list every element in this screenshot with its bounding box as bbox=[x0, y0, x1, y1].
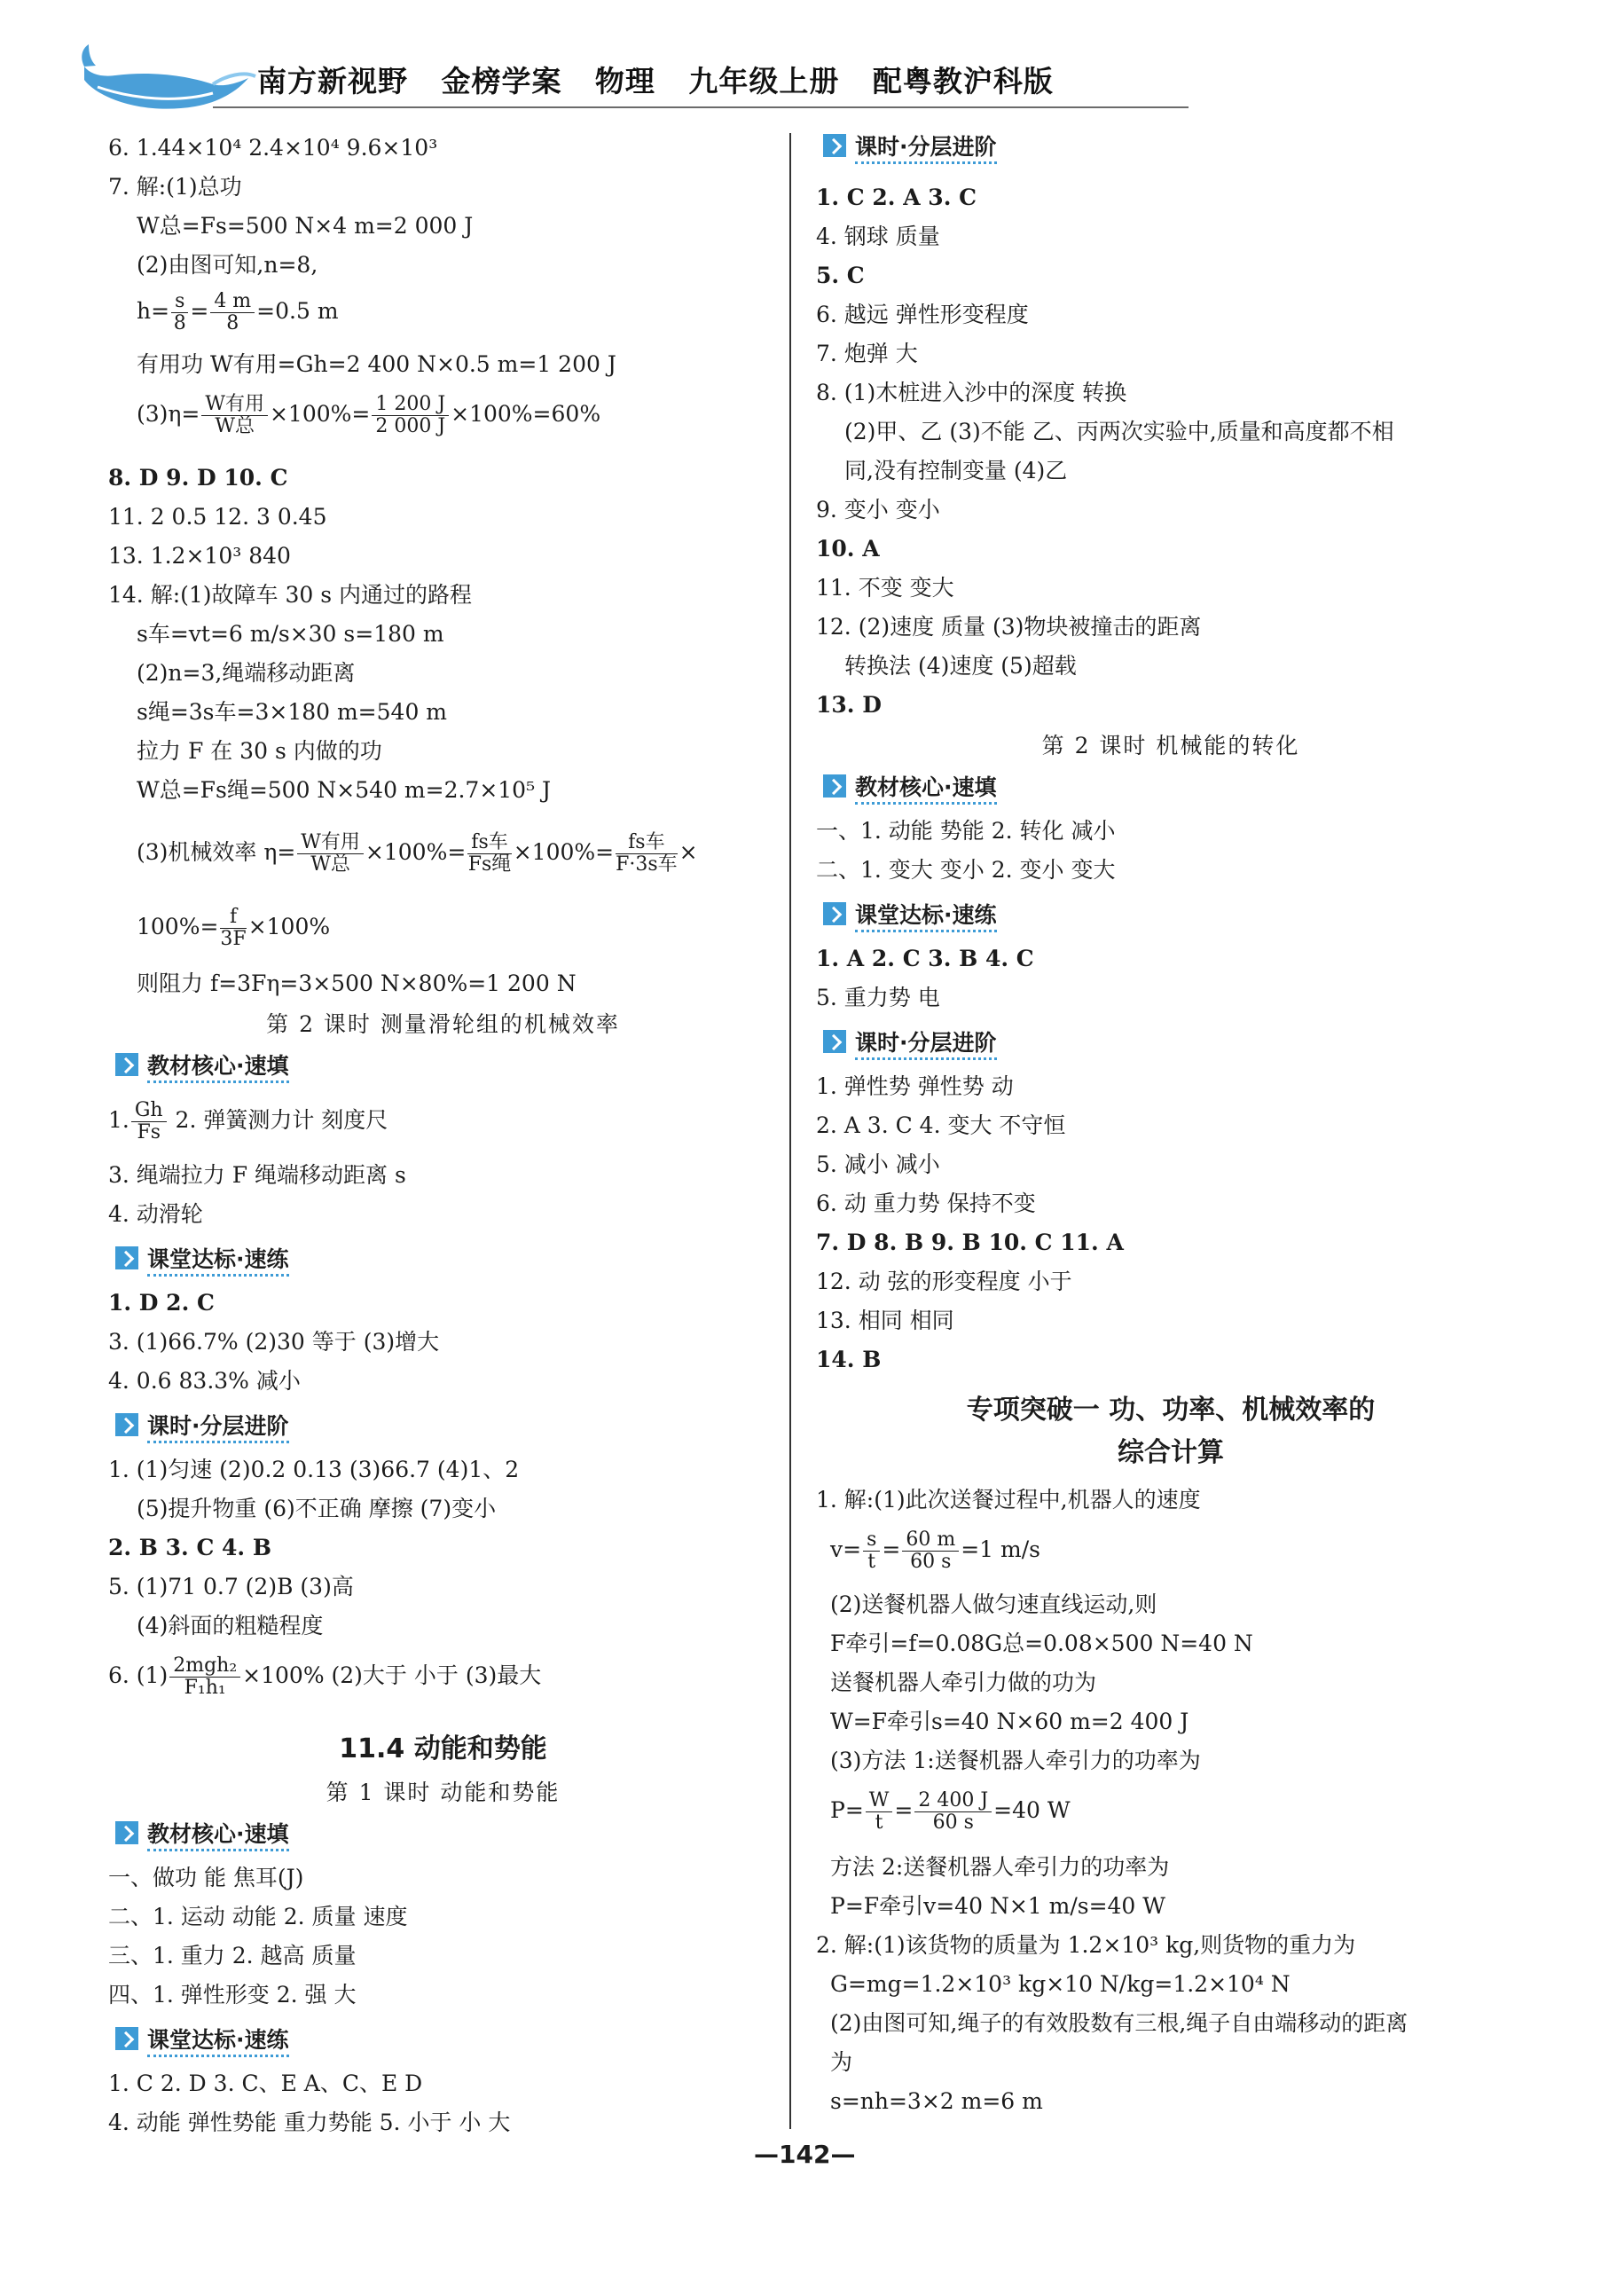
formula-text: 1. bbox=[108, 1107, 129, 1133]
answer-line: 7. 解:(1)总功 bbox=[108, 174, 242, 200]
formula-text: ×100%=60% bbox=[451, 401, 601, 427]
answer-line: 1. (1)匀速 (2)0.2 0.13 (3)66.7 (4)1、2 bbox=[108, 1457, 520, 1482]
formula-text: =0.5 m bbox=[256, 298, 339, 324]
answer-line: 3. 绳端拉力 F 绳端移动距离 s bbox=[108, 1162, 406, 1188]
answer-line: 三、1. 重力 2. 越高 质量 bbox=[108, 1943, 357, 1968]
section-label: 教材核心·速填 bbox=[147, 1053, 289, 1083]
section-label: 教材核心·速填 bbox=[147, 1821, 289, 1851]
answer-line: 13. D bbox=[816, 692, 882, 718]
denominator: W总 bbox=[310, 853, 350, 876]
answer-line: 二、1. 变大 变小 2. 变小 变大 bbox=[816, 857, 1116, 883]
answer-line: P=F牵引v=40 N×1 m/s=40 W bbox=[830, 1893, 1165, 1919]
answer-line: (2)n=3,绳端移动距离 bbox=[137, 660, 356, 686]
fraction bbox=[210, 291, 255, 334]
answer-line: 送餐机器人牵引力做的功为 bbox=[830, 1670, 1097, 1695]
answer-line: (2)由图可知,n=8, bbox=[137, 252, 318, 278]
formula-text: ×100%= bbox=[513, 839, 615, 865]
answer-line: F牵引=f=0.08G总=0.08×500 N=40 N bbox=[830, 1631, 1253, 1656]
answer-line: 9. 变小 变小 bbox=[816, 497, 940, 523]
answer-line: 4. 钢球 质量 bbox=[816, 224, 940, 249]
answer-line: 二、1. 运动 动能 2. 质量 速度 bbox=[108, 1904, 408, 1929]
answer-line: G=mg=1.2×10³ kg×10 N/kg=1.2×10⁴ N bbox=[830, 1971, 1291, 1997]
numerator: f bbox=[220, 907, 246, 929]
section-heading bbox=[823, 131, 997, 165]
answer-line: 5. 减小 减小 bbox=[816, 1151, 940, 1177]
denominator: 60 s bbox=[932, 1811, 974, 1834]
numerator: W有用 bbox=[297, 832, 364, 854]
answer-line: 14. B bbox=[816, 1347, 882, 1372]
formula-text: = bbox=[882, 1536, 901, 1562]
answer-line: 一、1. 动能 势能 2. 转化 减小 bbox=[816, 818, 1116, 844]
formula-line bbox=[830, 1529, 1040, 1573]
answer-line: 13. 相同 相同 bbox=[816, 1308, 954, 1333]
formula-line bbox=[137, 907, 330, 950]
arrow-box-icon bbox=[115, 1413, 138, 1436]
answer-line: (2)送餐机器人做匀速直线运动,则 bbox=[830, 1591, 1157, 1617]
section-label: 课时·分层进阶 bbox=[855, 1030, 997, 1060]
fraction bbox=[914, 1790, 992, 1834]
denominator: t bbox=[867, 1551, 876, 1573]
formula-text: =1 m/s bbox=[961, 1536, 1040, 1562]
section-label: 课堂达标·速练 bbox=[147, 1246, 289, 1277]
numerator: 1 200 J bbox=[372, 394, 449, 416]
header-rule bbox=[213, 106, 1189, 108]
denominator: 8 bbox=[173, 312, 186, 334]
answer-line: 4. 动滑轮 bbox=[108, 1201, 203, 1227]
answer-line: 12. (2)速度 质量 (3)物块被撞击的距离 bbox=[816, 614, 1202, 640]
section-label: 课时·分层进阶 bbox=[147, 1413, 289, 1443]
answer-line: 6. 越远 弹性形变程度 bbox=[816, 302, 1029, 327]
answer-line: 4. 动能 弹性势能 重力势能 5. 小于 小 大 bbox=[108, 2110, 511, 2135]
special-title: 综合计算 bbox=[1118, 1437, 1224, 1468]
answer-line: W总=Fs=500 N×4 m=2 000 J bbox=[137, 213, 474, 239]
arrow-box-icon bbox=[115, 1053, 138, 1076]
answer-line: 拉力 F 在 30 s 内做的功 bbox=[137, 738, 382, 764]
numerator: 2 400 J bbox=[914, 1790, 992, 1812]
lesson-title: 第 1 课时 动能和势能 bbox=[326, 1780, 561, 1805]
section-heading bbox=[115, 2024, 289, 2058]
denominator: Fs绳 bbox=[467, 853, 512, 876]
formula-text: 6. (1) bbox=[108, 1662, 169, 1688]
answer-line: 1. D 2. C bbox=[108, 1290, 215, 1316]
answer-line: s绳=3s车=3×180 m=540 m bbox=[137, 699, 448, 725]
denominator: t bbox=[875, 1811, 883, 1834]
formula-text: 100%= bbox=[137, 914, 219, 939]
whale-logo-icon bbox=[80, 44, 257, 124]
chapter-title: 11.4 动能和势能 bbox=[339, 1733, 547, 1764]
arrow-box-icon bbox=[115, 1821, 138, 1844]
answer-line: s车=vt=6 m/s×30 s=180 m bbox=[137, 621, 444, 647]
numerator: W bbox=[866, 1790, 893, 1812]
denominator: 3F bbox=[220, 928, 247, 950]
answer-line: 为 bbox=[830, 2049, 853, 2075]
answer-line: 1. C 2. D 3. C、E A、C、E D bbox=[108, 2071, 423, 2096]
answer-line: 2. A 3. C 4. 变大 不守恒 bbox=[816, 1112, 1066, 1138]
numerator: s bbox=[863, 1529, 880, 1552]
numerator: fs车 bbox=[616, 832, 678, 854]
formula-text: ×100%= bbox=[365, 839, 467, 865]
column-divider bbox=[789, 133, 791, 2129]
fraction bbox=[169, 1655, 240, 1699]
denominator: 60 s bbox=[910, 1551, 952, 1573]
section-label: 课时·分层进阶 bbox=[855, 134, 997, 164]
answer-line: 1. C 2. A 3. C bbox=[816, 185, 977, 210]
section-heading bbox=[115, 1819, 289, 1852]
fraction bbox=[131, 1100, 167, 1143]
lesson-title: 第 2 课时 机械能的转化 bbox=[1041, 733, 1300, 758]
answer-line: 14. 解:(1)故障车 30 s 内通过的路程 bbox=[108, 582, 473, 608]
formula-text: v= bbox=[830, 1536, 862, 1562]
denominator: F₁h₁ bbox=[184, 1677, 226, 1699]
formula-text: 2. 弹簧测力计 刻度尺 bbox=[168, 1107, 388, 1133]
answer-line: W总=Fs绳=500 N×540 m=2.7×10⁵ J bbox=[137, 777, 552, 803]
answer-line: 一、做功 能 焦耳(J) bbox=[108, 1865, 304, 1890]
answer-line: 8. D 9. D 10. C bbox=[108, 465, 288, 491]
numerator: W有用 bbox=[201, 394, 268, 416]
formula-text: = bbox=[894, 1797, 914, 1823]
answer-line: 11. 2 0.5 12. 3 0.45 bbox=[108, 504, 327, 530]
answer-line: 3. (1)66.7% (2)30 等于 (3)增大 bbox=[108, 1329, 440, 1355]
answer-line: 2. 解:(1)该货物的质量为 1.2×10³ kg,则货物的重力为 bbox=[816, 1932, 1356, 1958]
section-heading bbox=[823, 772, 997, 805]
fraction bbox=[902, 1529, 959, 1573]
answer-line: 11. 不变 变大 bbox=[816, 575, 954, 601]
formula-line bbox=[137, 291, 339, 334]
fraction bbox=[866, 1790, 893, 1834]
numerator: s bbox=[171, 291, 188, 313]
formula-text: = bbox=[190, 298, 209, 324]
answer-line: 6. 动 重力势 保持不变 bbox=[816, 1191, 1036, 1216]
header-title: 南方新视野 金榜学案 物理 九年级上册 配粤教沪科版 bbox=[257, 64, 1054, 98]
answer-line: 则阻力 f=3Fη=3×500 N×80%=1 200 N bbox=[137, 970, 577, 996]
formula-text: ×100% (2)大于 小于 (3)最大 bbox=[242, 1662, 542, 1688]
answer-line: 12. 动 弦的形变程度 小于 bbox=[816, 1269, 1072, 1294]
fraction bbox=[201, 394, 268, 437]
formula-text: × bbox=[679, 839, 698, 865]
section-label: 教材核心·速填 bbox=[855, 774, 997, 805]
denominator: Fs bbox=[137, 1121, 161, 1143]
answer-line: 有用功 W有用=Gh=2 400 N×0.5 m=1 200 J bbox=[137, 351, 616, 377]
answer-line: 1. 解:(1)此次送餐过程中,机器人的速度 bbox=[816, 1487, 1201, 1513]
numerator: fs车 bbox=[467, 832, 511, 854]
fraction bbox=[220, 907, 246, 950]
answer-line: s=nh=3×2 m=6 m bbox=[830, 2088, 1043, 2114]
denominator: 8 bbox=[226, 312, 239, 334]
answer-line: 7. 炮弹 大 bbox=[816, 341, 918, 366]
arrow-box-icon bbox=[823, 902, 846, 925]
formula-line bbox=[830, 1790, 1071, 1834]
answer-line: 转换法 (4)速度 (5)超载 bbox=[844, 653, 1077, 679]
answer-line: 10. A bbox=[816, 536, 880, 562]
answer-line: (4)斜面的粗糙程度 bbox=[137, 1613, 324, 1638]
page-number: —142— bbox=[754, 2140, 856, 2169]
answer-line: 2. B 3. C 4. B bbox=[108, 1535, 271, 1560]
denominator: F·3s车 bbox=[616, 853, 678, 876]
denominator: 2 000 J bbox=[375, 415, 446, 437]
numerator: 2mgh₂ bbox=[169, 1655, 240, 1678]
fraction bbox=[171, 291, 188, 334]
fraction bbox=[372, 394, 449, 437]
formula-text: (3)η= bbox=[137, 401, 200, 427]
section-label: 课堂达标·速练 bbox=[147, 2027, 289, 2057]
arrow-box-icon bbox=[115, 2027, 138, 2050]
special-title: 专项突破一 功、功率、机械效率的 bbox=[966, 1395, 1376, 1426]
fraction bbox=[863, 1529, 880, 1573]
formula-line bbox=[108, 1100, 388, 1143]
section-label: 课堂达标·速练 bbox=[855, 902, 997, 932]
answer-line: 7. D 8. B 9. B 10. C 11. A bbox=[816, 1230, 1124, 1255]
section-heading bbox=[115, 1411, 289, 1444]
answer-line: (3)方法 1:送餐机器人牵引力的功率为 bbox=[830, 1748, 1201, 1773]
answer-line: 5. C bbox=[816, 263, 865, 288]
answer-line: 5. 重力势 电 bbox=[816, 985, 940, 1010]
arrow-box-icon bbox=[823, 774, 846, 798]
fraction bbox=[616, 832, 678, 876]
formula-line bbox=[137, 394, 600, 437]
formula-text: h= bbox=[137, 298, 170, 324]
formula-text: =40 W bbox=[993, 1797, 1071, 1823]
fraction bbox=[297, 832, 364, 876]
answer-line: 6. 1.44×10⁴ 2.4×10⁴ 9.6×10³ bbox=[108, 135, 438, 161]
section-heading bbox=[823, 1027, 997, 1061]
formula-text: (3)机械效率 η= bbox=[137, 839, 296, 865]
answer-line: 方法 2:送餐机器人牵引力的功率为 bbox=[830, 1854, 1170, 1880]
answer-line: 4. 0.6 83.3% 减小 bbox=[108, 1368, 301, 1394]
answer-line: 13. 1.2×10³ 840 bbox=[108, 543, 291, 569]
fraction bbox=[467, 832, 511, 876]
formula-line bbox=[108, 1655, 541, 1699]
answer-line: (2)由图可知,绳子的有效股数有三根,绳子自由端移动的距离 bbox=[830, 2010, 1408, 2036]
answer-line: 四、1. 弹性形变 2. 强 大 bbox=[108, 1982, 357, 2008]
section-heading bbox=[823, 900, 997, 933]
formula-text: ×100%= bbox=[269, 401, 371, 427]
numerator: Gh bbox=[131, 1100, 167, 1122]
answer-line: 8. (1)木桩进入沙中的深度 转换 bbox=[816, 380, 1127, 405]
section-heading bbox=[115, 1244, 289, 1277]
formula-text: P= bbox=[830, 1797, 864, 1823]
answer-line: 同,没有控制变量 (4)乙 bbox=[844, 458, 1068, 483]
answer-line: (5)提升物重 (6)不正确 摩擦 (7)变小 bbox=[137, 1496, 497, 1521]
arrow-box-icon bbox=[823, 1030, 846, 1053]
formula-text: ×100% bbox=[247, 914, 331, 939]
numerator: 4 m bbox=[210, 291, 255, 313]
arrow-box-icon bbox=[115, 1246, 138, 1269]
denominator: W总 bbox=[215, 415, 255, 437]
numerator: 60 m bbox=[902, 1529, 959, 1552]
answer-line: 5. (1)71 0.7 (2)B (3)高 bbox=[108, 1574, 354, 1599]
answer-line: W=F牵引s=40 N×60 m=2 400 J bbox=[830, 1709, 1189, 1734]
answer-line: 1. 弹性势 弹性势 动 bbox=[816, 1073, 1014, 1099]
lesson-title: 第 2 课时 测量滑轮组的机械效率 bbox=[266, 1011, 620, 1037]
page-header bbox=[80, 35, 1375, 133]
section-heading bbox=[115, 1050, 289, 1084]
arrow-box-icon bbox=[823, 134, 846, 157]
answer-line: 1. A 2. C 3. B 4. C bbox=[816, 946, 1034, 971]
formula-line bbox=[137, 832, 698, 876]
answer-line: (2)甲、乙 (3)不能 乙、丙两次实验中,质量和高度都不相 bbox=[844, 419, 1394, 444]
